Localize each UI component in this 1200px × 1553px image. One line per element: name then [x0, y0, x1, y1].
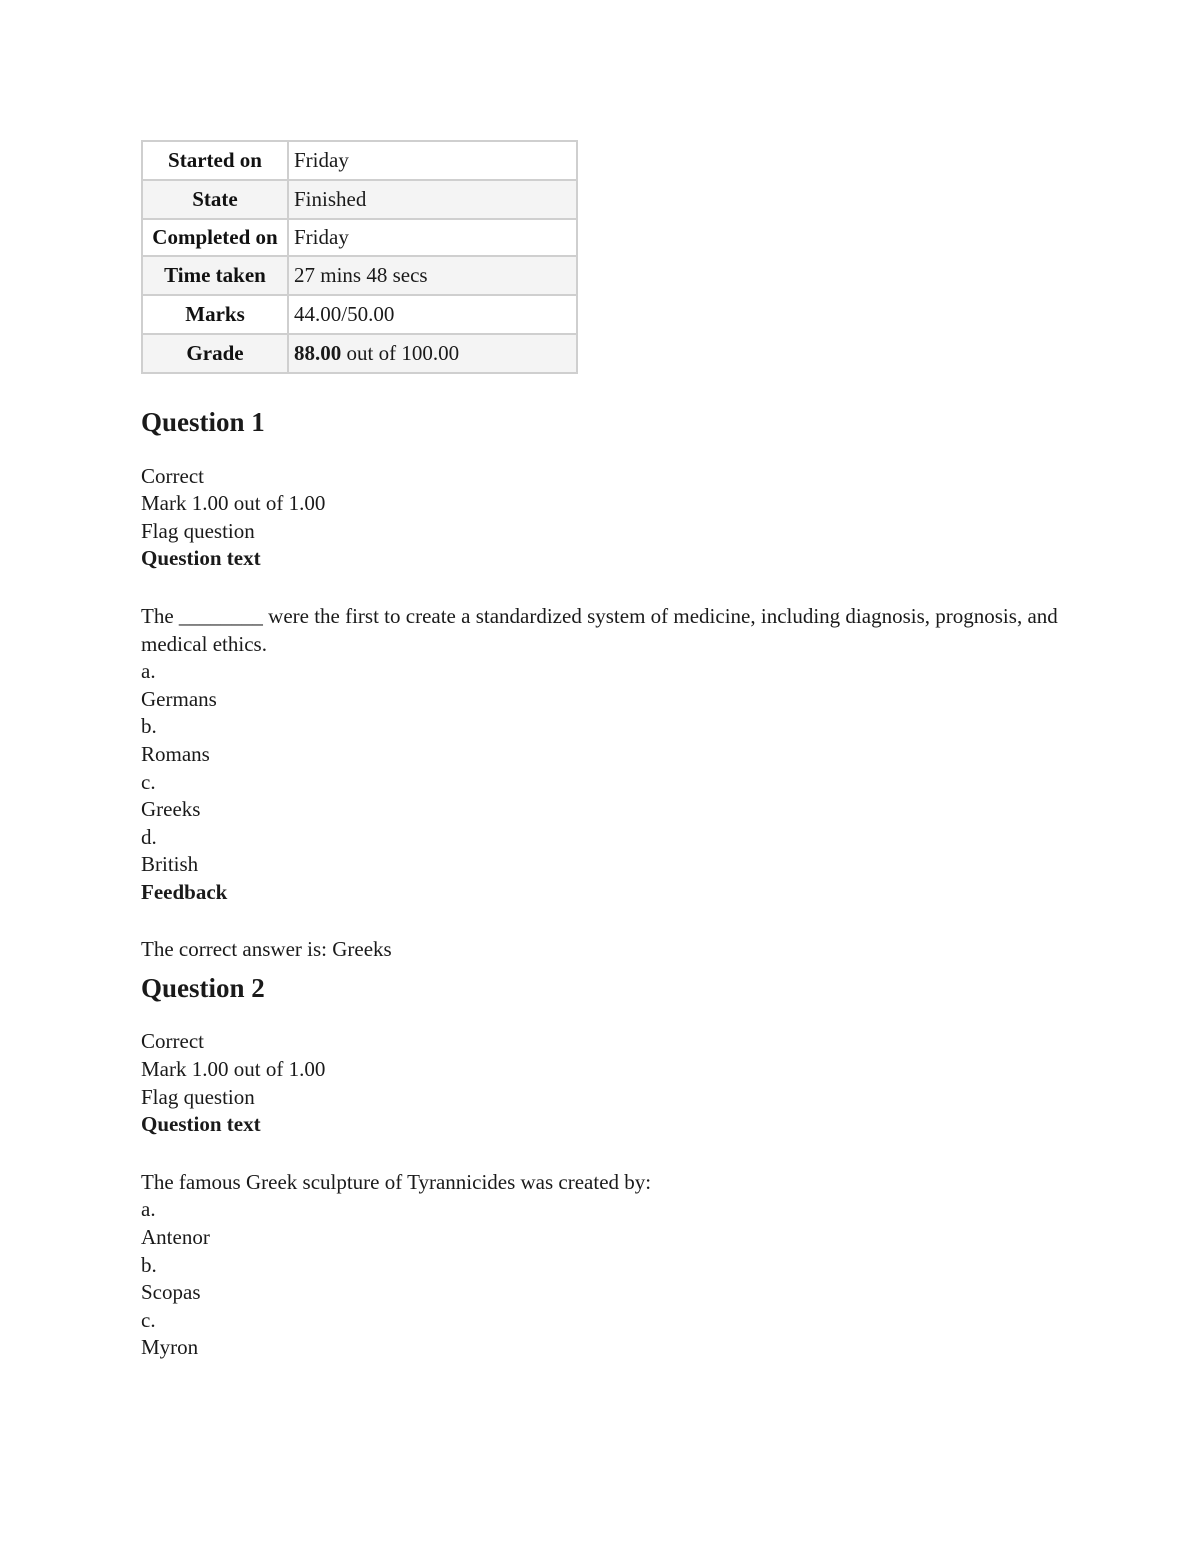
question-1	[141, 406, 1061, 964]
question-status: Correct	[141, 1029, 204, 1054]
summary-label: Completed on	[142, 219, 288, 255]
spacer	[141, 573, 1061, 603]
question-title: Question 2	[141, 973, 265, 1004]
feedback-text: The correct answer is: Greeks	[141, 937, 392, 962]
summary-value: Finished	[288, 180, 577, 219]
question-text-heading: Question text	[141, 546, 261, 571]
option-answer[interactable]: Romans	[141, 741, 210, 766]
summary-label: Grade	[142, 334, 288, 373]
question-status: Correct	[141, 463, 204, 488]
grade-score: 88.00	[294, 341, 342, 365]
summary-value: Friday	[288, 141, 577, 180]
option-answer[interactable]: Greeks	[141, 797, 201, 822]
spacer	[141, 906, 1061, 936]
question-title: Question 1	[141, 407, 265, 438]
flag-question-link[interactable]: Flag question	[141, 518, 255, 543]
question-text-heading: Question text	[141, 1112, 261, 1137]
option-letter[interactable]: c.	[141, 1307, 156, 1332]
option-letter[interactable]: a.	[141, 659, 156, 684]
option-letter[interactable]: b.	[141, 714, 157, 739]
option-letter[interactable]: a.	[141, 1197, 156, 1222]
option-letter[interactable]: c.	[141, 769, 156, 794]
option-answer[interactable]: British	[141, 852, 199, 877]
summary-value: Friday	[288, 219, 577, 255]
option-letter[interactable]: b.	[141, 1252, 157, 1277]
summary-row-time-taken	[142, 256, 577, 295]
question-mark: Mark 1.00 out of 1.00	[141, 1057, 326, 1082]
option-answer[interactable]: Myron	[141, 1335, 199, 1360]
summary-value: 27 mins 48 secs	[288, 256, 577, 295]
question-mark: Mark 1.00 out of 1.00	[141, 491, 326, 516]
summary-label: Marks	[142, 295, 288, 334]
attempt-summary-table	[141, 140, 578, 374]
quiz-review-page	[141, 140, 1061, 1362]
option-answer[interactable]: Antenor	[141, 1225, 210, 1250]
summary-row-marks	[142, 295, 577, 334]
option-letter[interactable]: d.	[141, 824, 157, 849]
spacer	[141, 1139, 1061, 1169]
option-answer[interactable]: Scopas	[141, 1280, 201, 1305]
summary-label: State	[142, 180, 288, 219]
question-text: The ________ were the first to create a standardized system of medicine, including diagnosis, prognosis, and medical ethics.	[141, 603, 1058, 656]
grade-total: out of 100.00	[341, 341, 460, 365]
summary-value: 44.00/50.00	[288, 295, 577, 334]
summary-label: Started on	[142, 141, 288, 180]
summary-row-completed	[142, 219, 577, 255]
flag-question-link[interactable]: Flag question	[141, 1084, 255, 1109]
question-text: The famous Greek sculpture of Tyrannicides was created by:	[141, 1169, 652, 1194]
summary-row-grade	[142, 334, 577, 373]
question-2	[141, 972, 1061, 1362]
option-answer[interactable]: Germans	[141, 686, 217, 711]
summary-label: Time taken	[142, 256, 288, 295]
summary-value	[288, 334, 577, 373]
summary-row-started	[142, 141, 577, 180]
summary-row-state	[142, 180, 577, 219]
feedback-heading: Feedback	[141, 879, 228, 904]
